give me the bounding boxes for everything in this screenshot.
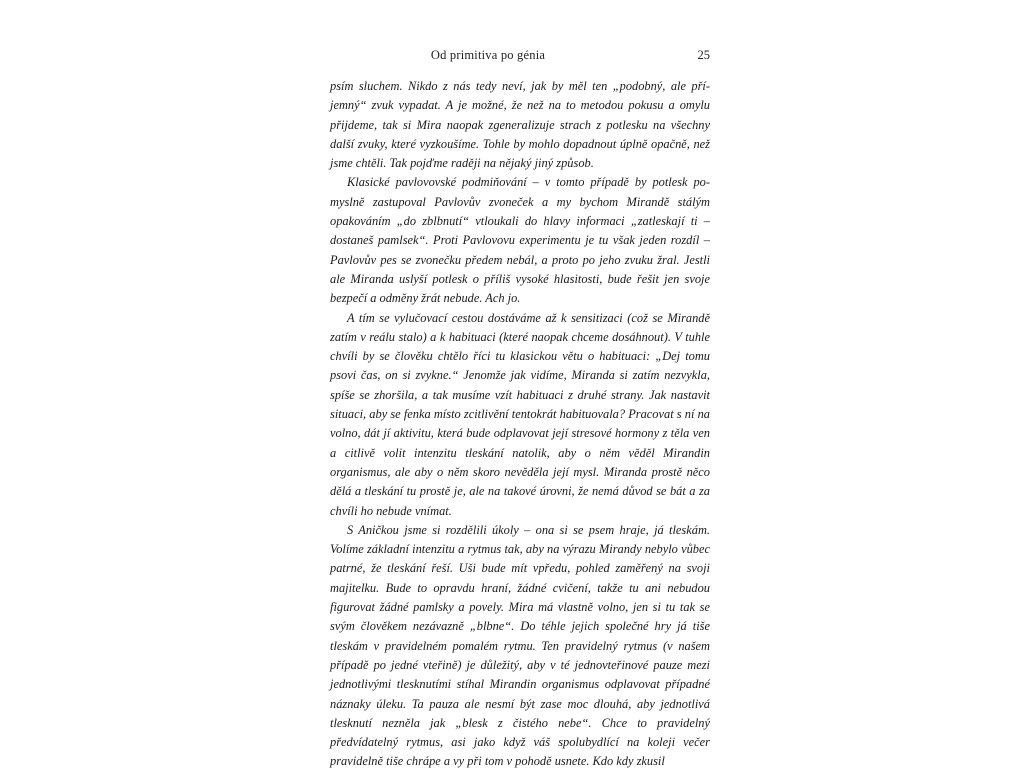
running-title: Od primitiva po génia [430,48,546,62]
paragraph-continued: psím sluchem. Nikdo z nás tedy neví, jak by měl ten „podobný, ale příjemný“ zvuk vypadat. A je možné, že než na to metodou pokusu a omylu přijdeme, tak si Mira naopak zgeneralizuje strach z potlesku na všechny další zvuky, které vyzkoušíme. Tohle by mohlo dopadnout úplně opačně, než jsme chtěli. Tak pojďme raději na nějaký jiný způsob. [330,79,710,171]
page-header [330,48,710,66]
page-number: 25 [697,48,710,62]
paragraph-habituation: A tím se vylučovací cestou dostáváme až k sensitizaci (což se Mirandě zatím v reálu stalo) a k habituaci (které naopak chceme dosáhnout). V tuhle chvíli by se člověku chtělo říci tu klasickou větu o habituaci: „Dej tomu psovi čas, on si zvykne.“ Jenomže jak vidíme, Miranda si zatím nezvykla, spíše se zhoršila, a tak musíme vzít habituaci z druhé strany. Jak nastavit situaci, aby se fenka místo zcitlivění tentokrát habituovala? Pracovat s ní na volno, dát jí aktivitu, která bude odplavovat její stresové hormony z těla ven a citlivě volit intenzitu tleskání natolik, aby o něm věděl Mirandin organismus, ale aby o něm skoro nevěděla její mysl. Miranda prostě něco dělá a tleskání tu prostě je, ale na takové úrovni, že nemá důvod se bát a za chvíli ho nebude vnímat. [330,310,710,518]
paragraph-pavlov: Klasické pavlovovské podmiňování – v tomto případě by potlesk pomyslně zastupoval Pavlovův zvoneček a my bychom Mirandě stálým opakováním „do zblbnutí“ vtloukali do hlavy informaci „zatleskají ti – dostaneš pamlsek“. Proti Pavlovovu experimentu je tu však jeden rozdíl – Pavlovův pes se zvonečku předem nebál, a proto po jeho zvuku žral. Jestli ale Miranda uslyší potlesk o příliš vysoké hlasitosti, bude řešit jen svoje bezpečí a odměny žrát nebude. Ach jo. [330,175,710,306]
body-text [330,77,710,768]
paragraph-training: S Aničkou jsme si rozdělili úkoly – ona si se psem hraje, já tleskám. Volíme základní intenzitu a rytmus tak, aby na výrazu Mirandy nebylo vůbec patrné, že tleskání řeší. Uši bude mít vpředu, pohled zaměřený na svoji majitelku. Bude to opravdu hraní, žádné cvičení, takže tu ani nebudou figurovat žádné pamlsky a povely. Mira má vlastně volno, jen si tu tak se svým člověkem nezávazně „blbne“. Do téhle jejich společné hry já tiše tleskám v pravidelném pomalém rytmu. Ten pravidelný rytmus (v našem případě po jedné vteřině) je důležitý, aby v té jednovteřinové pauze mezi jednotlivými tlesknutími stíhal Mirandin organismus odplavovat případné náznaky úleku. Ta pauza ale nesmí být zase moc dlouhá, aby jednotlivá tlesknutí nezněla jak „blesk z čistého nebe“. Chce to pravidelný předvídatelný rytmus, asi jako když váš spolubydlící na koleji večer pravidelně tiše chrápe a vy při tom v pohodě usnete. Kdo kdy zkusil [330,522,710,768]
